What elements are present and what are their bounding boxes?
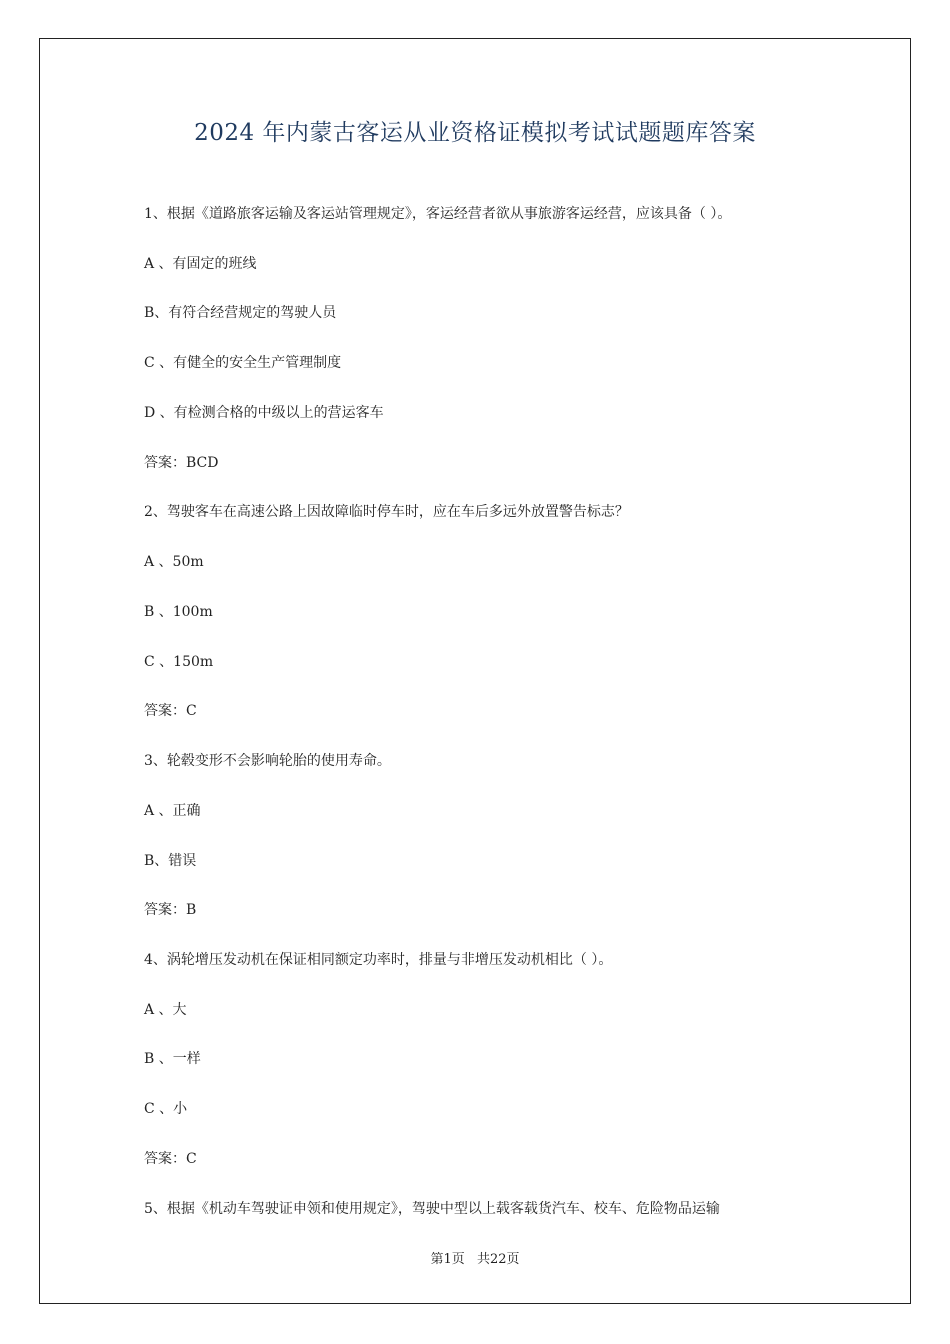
document-title: 2024 年内蒙古客运从业资格证模拟考试试题题库答案 (194, 120, 756, 146)
question-1-text: 1、根据《道路旅客运输及客运站管理规定》，客运经营者欲从事旅游客运经营，应该具备（ ）。 (144, 206, 732, 222)
question-3-option-b: B、错误 (144, 853, 197, 869)
page-footer (39, 1248, 911, 1267)
question-3-text: 3、轮毂变形不会影响轮胎的使用寿命。 (144, 753, 391, 769)
question-2-text: 2、驾驶客车在高速公路上因故障临时停车时，应在车后多远外放置警告标志？ (144, 504, 629, 520)
question-4-option-c: C 、小 (144, 1101, 188, 1117)
question-4-answer: 答案：C (144, 1151, 197, 1167)
question-5-text: 5、根据《机动车驾驶证申领和使用规定》，驾驶中型以上载客载货汽车、校车、危险物品运输 (144, 1201, 720, 1217)
page-number: 第1页 (430, 1252, 465, 1267)
question-2-answer: 答案：C (144, 703, 197, 719)
question-3-answer: 答案：B (144, 902, 197, 918)
question-1-answer: 答案：BCD (144, 455, 219, 471)
question-1-option-b: B、有符合经营规定的驾驶人员 (144, 305, 337, 321)
question-1-option-a: A 、有固定的班线 (144, 256, 257, 272)
question-4-option-b: B 、一样 (144, 1051, 201, 1067)
question-4-text: 4、涡轮增压发动机在保证相同额定功率时，排量与非增压发动机相比（ ）。 (144, 952, 613, 968)
question-1-option-d: D 、有检测合格的中级以上的营运客车 (144, 405, 384, 421)
page-total: 共22页 (476, 1252, 520, 1267)
question-3-option-a: A 、正确 (144, 803, 201, 819)
question-2-option-c: C 、150m (144, 654, 214, 670)
question-1-option-c: C 、有健全的安全生产管理制度 (144, 355, 342, 371)
question-4-option-a: A 、大 (144, 1002, 187, 1018)
question-2-option-a: A 、50m (144, 554, 204, 570)
question-2-option-b: B 、100m (144, 604, 213, 620)
